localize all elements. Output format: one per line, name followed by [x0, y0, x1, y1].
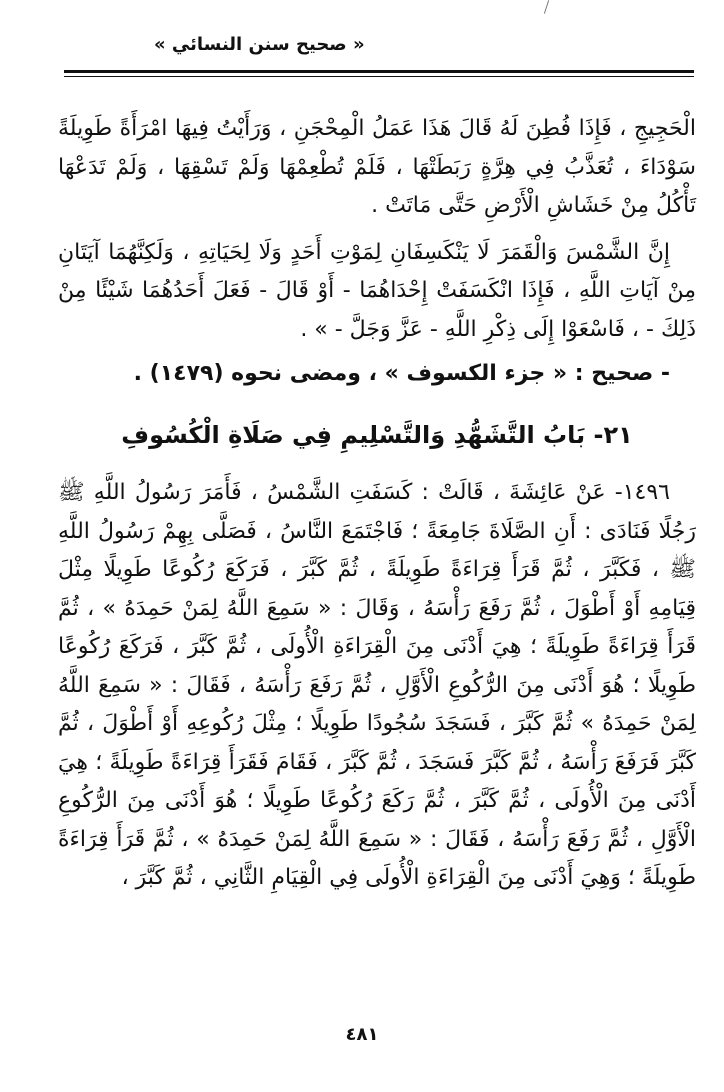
- stray-pen-mark: [544, 0, 549, 14]
- running-title: « صحيح سنن النسائي »: [154, 34, 365, 55]
- header-rule-thin: [64, 76, 694, 77]
- sun-moon-paragraph: إِنَّ الشَّمْسَ وَالْقَمَرَ لَا يَنْكَسِفَانِ لِمَوْتِ أَحَدٍ وَلَا لِحَيَاتِهِ ، وَلَكِنَّهُمَا آيَتَانِ مِنْ آيَاتِ اللَّهِ ، فَإِذَا انْكَسَفَتْ إِحْدَاهُمَا - أَوْ قَالَ - فَعَلَ أَحَدُهُمَا شَيْئًا مِنْ ذَلِكَ - ، فَاسْعَوْا إِلَى ذِكْرِ اللَّهِ - عَزَّ وَجَلَّ - » .: [58, 239, 696, 342]
- continuation-paragraph: الْحَجِيجِ ، فَإِذَا فُطِنَ لَهُ قَالَ هَذَا عَمَلُ الْمِحْجَنِ ، وَرَأَيْتُ فِيهَا امْرَأَةً طَوِيلَةً سَوْدَاءَ ، تُعَذَّبُ فِي هِرَّةٍ رَبَطَتْهَا ، فَلَمْ تُطْعِمْهَا وَلَمْ تَسْقِهَا ، وَلَمْ تَدَعْهَا تَأْكُلُ مِنْ خَشَاشِ الْأَرْضِ حَتَّى مَاتَتْ .: [58, 116, 696, 218]
- page-number: ٤٨١: [345, 1024, 379, 1045]
- hadith-1496: ١٤٩٦- عَنْ عَائِشَةَ ، قَالَتْ : كَسَفَتِ الشَّمْسُ ، فَأَمَرَ رَسُولُ اللَّهِ ﷺ رَجُلًا فَنَادَى : أَنِ الصَّلَاةَ جَامِعَةً ؛ فَاجْتَمَعَ النَّاسُ ، فَصَلَّى بِهِمْ رَسُولُ اللَّهِ ﷺ ، فَكَبَّرَ ، ثُمَّ قَرَأَ قِرَاءَةً طَوِيلَةً ، ثُمَّ كَبَّرَ ، فَرَكَعَ رُكُوعًا طَوِيلًا مِثْلَ قِيَامِهِ أَوْ أَطْوَلَ ، ثُمَّ رَفَعَ رَأْسَهُ ، وَقَالَ : « سَمِعَ اللَّهُ لِمَنْ حَمِدَهُ » ، ثُمَّ قَرَأَ قِرَاءَةً طَوِيلَةً ؛ هِيَ أَدْنَى مِنَ الْقِرَاءَةِ الْأُولَى ، ثُمَّ كَبَّرَ ، فَرَكَعَ رُكُوعًا طَوِيلًا ؛ هُوَ أَدْنَى مِنَ الرُّكُوعِ الْأَوَّلِ ، ثُمَّ رَفَعَ رَأْسَهُ ، فَقَالَ : « سَمِعَ اللَّهُ لِمَنْ حَمِدَهُ » ثُمَّ كَبَّرَ ، فَسَجَدَ سُجُودًا طَوِيلًا ؛ مِثْلَ رُكُوعِهِ أَوْ أَطْوَلَ ، ثُمَّ كَبَّرَ فَرَفَعَ رَأْسَهُ ، ثُمَّ كَبَّرَ فَسَجَدَ ، ثُمَّ كَبَّرَ ، فَقَامَ فَقَرَأَ قِرَاءَةً طَوِيلَةً ؛ هِيَ أَدْنَى مِنَ الْأُولَى ، ثُمَّ كَبَّرَ ، ثُمَّ رَكَعَ رُكُوعًا طَوِيلًا ؛ هُوَ أَدْنَى مِنَ الرُّكُوعِ الْأَوَّلِ ، ثُمَّ رَفَعَ رَأْسَهُ ، فَقَالَ : « سَمِعَ اللَّهُ لِمَنْ حَمِدَهُ » ، ثُمَّ قَرَأَ قِرَاءَةً طَوِيلَةً ؛ وَهِيَ أَدْنَى مِنَ الْقِرَاءَةِ الْأُولَى فِي الْقِيَامِ الثَّانِي ، ثُمَّ كَبَّرَ ،: [58, 480, 696, 890]
- grading-note: - صحيح : « جزء الكسوف » ، ومضى نحوه (١٤٧٩) .: [133, 361, 670, 386]
- page-body: [58, 110, 696, 898]
- header-rule-thick: [64, 70, 694, 73]
- chapter-title: ٢١- بَابُ التَّشَهُّدِ وَالتَّسْلِيمِ فِي صَلَاةِ الْكُسُوفِ: [121, 420, 633, 449]
- page-header: [64, 30, 694, 90]
